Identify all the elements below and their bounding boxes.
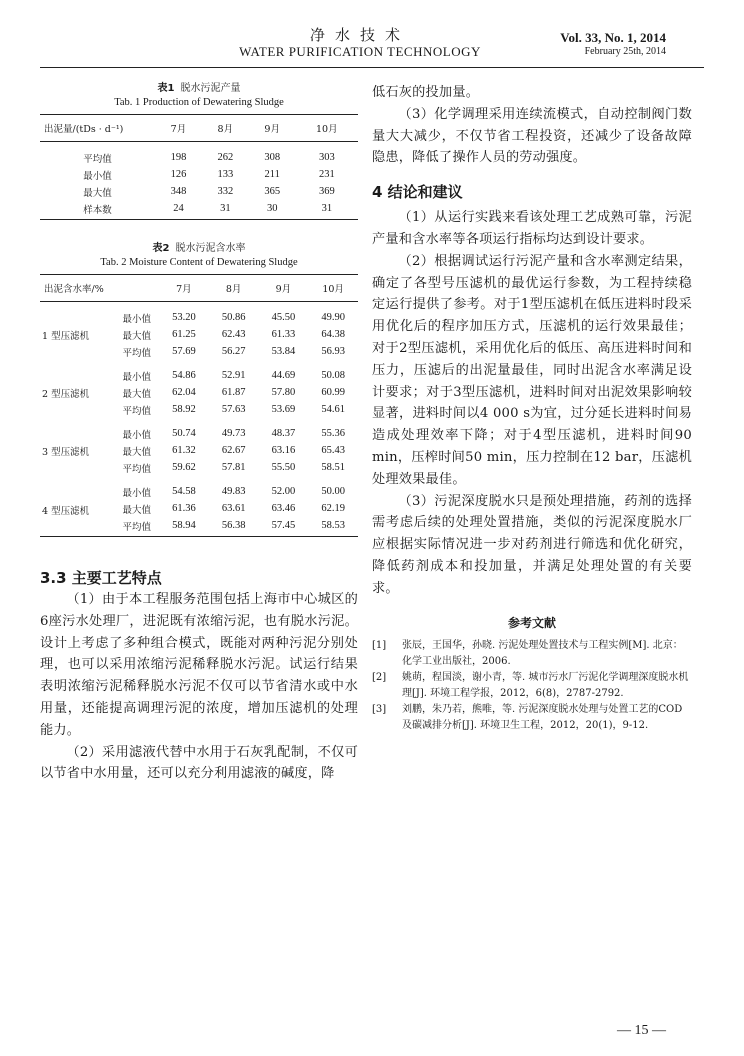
table2-cell: 62.19 xyxy=(321,503,345,514)
table2-row-label: 平均值 xyxy=(122,463,151,475)
table1-cell: 24 xyxy=(155,200,202,220)
table2-cell: 57.80 xyxy=(271,387,296,398)
table1-cell: 332 xyxy=(217,186,234,197)
section-heading-4: 4 结论和建议 xyxy=(372,183,463,202)
table2-cell: 55.50 xyxy=(271,462,296,473)
table2-col-header: 10月 xyxy=(308,275,358,302)
table1-col-header: 9月 xyxy=(249,115,296,142)
table2-row-label: 最小值 xyxy=(122,313,151,325)
table-row xyxy=(40,183,358,200)
table2-cell: 54.61 xyxy=(321,404,345,415)
reference-item xyxy=(372,702,692,734)
paragraph: （1）由于本工程服务范围包括上海市中心城区的6座污水处理厂，进泥既有浓缩污泥，也有脱水污泥。设计上考虑了多种组合模式，既能对两种污泥分别处理，也可以采用浓缩污泥稀释脱水污泥。试运行结果表明浓缩污泥稀释脱水污泥不仅可以节省清水或中水用量，还能提高调理污泥的浓度，增加压滤机的处理能力。 xyxy=(40,592,358,738)
publication-date: February 25th, 2014 xyxy=(584,46,666,57)
table2-cell: 52.91 xyxy=(221,370,246,381)
table2-row-label: 最大值 xyxy=(122,446,151,458)
right-column xyxy=(372,82,692,734)
volume-issue: Vol. 33, No. 1, 2014 xyxy=(560,30,666,45)
table1-cell: 308 xyxy=(264,152,281,163)
table1-cell: 231 xyxy=(318,169,335,180)
table1-row-label: 平均值 xyxy=(83,153,112,165)
reference-number: [1] xyxy=(372,639,387,651)
table2-cell: 50.86 xyxy=(221,312,246,323)
table2-cell: 56.27 xyxy=(221,346,246,357)
reference-item xyxy=(372,638,692,670)
table2-caption-cn xyxy=(40,242,358,256)
table2-group-label: 3 型压滤机 xyxy=(42,446,90,458)
table2-cell: 52.00 xyxy=(271,486,296,497)
table1 xyxy=(40,114,358,220)
table1-title-cn: 脱水污泥产量 xyxy=(180,83,241,94)
table1-cell: 31 xyxy=(296,200,358,220)
table2-row-label: 最小值 xyxy=(122,429,151,441)
table2-cell: 53.69 xyxy=(271,404,296,415)
table1-cell: 126 xyxy=(170,169,187,180)
table2-cell: 56.38 xyxy=(209,517,259,537)
table2-cell: 62.67 xyxy=(221,445,246,456)
table1-cell: 133 xyxy=(217,169,234,180)
paragraph: （2）采用滤液代替中水用于石灰乳配制，不仅可以节省中水用量，还可以充分利用滤液的碱度，降 xyxy=(40,744,358,782)
table1-caption-cn xyxy=(40,82,358,96)
table2-cell: 53.84 xyxy=(271,346,296,357)
table2 xyxy=(40,274,358,537)
paragraph: （1）从运行实践来看该处理工艺成熟可靠，污泥产量和含水率等各项运行指标均达到设计要求。 xyxy=(372,210,692,247)
table2-cell: 54.86 xyxy=(172,370,196,381)
table1-col-header: 7月 xyxy=(155,115,202,142)
table2-row-label: 平均值 xyxy=(122,347,151,359)
table1-cell: 211 xyxy=(264,169,280,180)
table1-row-label: 最小值 xyxy=(83,170,112,182)
table2-cell: 59.62 xyxy=(172,462,196,473)
references-heading: 参考文献 xyxy=(507,615,556,630)
table2-row-label: 平均值 xyxy=(122,405,151,417)
table2-cell: 49.83 xyxy=(221,486,246,497)
table2-cell: 61.87 xyxy=(221,387,246,398)
paragraph-continued: 低石灰的投加量。 xyxy=(372,85,480,100)
table2-cell: 44.69 xyxy=(271,370,296,381)
table1-cell: 262 xyxy=(217,152,234,163)
table2-cell: 57.45 xyxy=(259,517,309,537)
reference-number: [3] xyxy=(372,703,387,715)
issue-info xyxy=(560,30,666,59)
table2-header-row xyxy=(40,275,358,302)
table2-cell: 56.93 xyxy=(321,346,345,357)
table2-cell: 63.61 xyxy=(221,503,246,514)
table2-group-label: 1 型压滤机 xyxy=(42,330,90,342)
table2-cell: 50.00 xyxy=(321,486,345,497)
table2-number: 表2 xyxy=(152,243,170,254)
table1-cell: 303 xyxy=(318,152,335,163)
paragraph: （3）污泥深度脱水只是预处理措施，药剂的选择需考虑后续的处理处置措施，类似的污泥深度脱水厂应根据实际情况进一步对药剂进行筛选和优化研究，降低药剂成本和投加量，并满足处理处置的有关要求。 xyxy=(372,493,692,596)
table1-cell: 198 xyxy=(170,152,187,163)
table2-cell: 65.43 xyxy=(321,445,345,456)
table2-col-header xyxy=(107,275,159,302)
table2-cell: 55.36 xyxy=(321,428,345,439)
table2-group-label: 2 型压滤机 xyxy=(42,388,90,400)
reference-item xyxy=(372,670,692,702)
page-number: — 15 — xyxy=(617,1023,666,1038)
table2-caption-en: Tab. 2 Moisture Content of Dewatering Sludge xyxy=(100,257,298,268)
table1-cell: 348 xyxy=(170,186,187,197)
paragraph: （3）化学调理采用连续流模式，自动控制阀门数量大大减少，不仅节省工程投资，还减少了设备故障隐患，降低了操作人员的劳动强度。 xyxy=(372,106,692,166)
table1-cell: 31 xyxy=(202,200,249,220)
table1-row-label: 最大值 xyxy=(83,187,112,199)
table2-cell: 48.37 xyxy=(271,428,296,439)
table2-cell: 54.58 xyxy=(172,486,196,497)
table2-cell: 58.51 xyxy=(321,462,345,473)
table2-cell: 49.73 xyxy=(221,428,246,439)
table2-cell: 58.92 xyxy=(172,404,196,415)
table2-group-label: 4 型压滤机 xyxy=(40,476,107,537)
table2-cell: 61.36 xyxy=(172,503,196,514)
table1-header-row xyxy=(40,115,358,142)
journal-title-cn: 净水技术 xyxy=(309,26,410,44)
left-column xyxy=(40,82,358,785)
table2-row-label: 最大值 xyxy=(122,388,151,400)
table2-cell: 62.43 xyxy=(221,329,246,340)
table2-row-label: 最小值 xyxy=(122,487,151,499)
table2-col-header: 9月 xyxy=(259,275,309,302)
table2-cell: 62.04 xyxy=(172,387,196,398)
table2-col-header: 出泥含水率/% xyxy=(40,275,107,302)
table2-cell: 50.08 xyxy=(321,370,345,381)
table2-cell: 58.94 xyxy=(159,517,209,537)
running-header xyxy=(230,26,490,60)
table2-cell: 57.69 xyxy=(172,346,196,357)
table2-cell: 57.81 xyxy=(221,462,246,473)
table-row xyxy=(40,302,358,327)
header-rule xyxy=(40,67,704,68)
table2-cell: 63.16 xyxy=(271,445,296,456)
table1-cell: 369 xyxy=(318,186,335,197)
table2-cell: 61.33 xyxy=(271,329,296,340)
table-row xyxy=(40,142,358,167)
table1-cell: 365 xyxy=(264,186,281,197)
paragraph: （2）根据调试运行污泥产量和含水率测定结果，确定了各型号压滤机的最优运行参数，为工程持续稳定运行提供了参考。对于1型压滤机在低压进料时段采用优化后的程序加压方式，压滤机的运行效果最佳；对于2型压滤机，采用优化后的低压、高压进料时间和压力，压滤后的出泥量最佳，同时出泥含水率满足设计要求；对于3型压滤机，进料时间对出泥效果影响较显著，进料时间以4 000 s为宜，过分延长进料时间易造成处理效率下降；对于4型压滤机，进料时间90 min，压榨时间50 min，压力控制在12 bar，压滤机处理效果最佳。 xyxy=(372,253,692,487)
section-heading-3-3: 3.3 主要工艺特点 xyxy=(40,569,162,587)
table2-row-label: 最大值 xyxy=(122,330,151,342)
table2-cell: 45.50 xyxy=(271,312,296,323)
table2-col-header: 8月 xyxy=(209,275,259,302)
table1-col-header: 出泥量/(tDs · d⁻¹) xyxy=(40,115,155,142)
table1-cell: 30 xyxy=(249,200,296,220)
table2-col-header: 7月 xyxy=(159,275,209,302)
reference-number: [2] xyxy=(372,671,387,683)
table2-cell: 57.63 xyxy=(221,404,246,415)
table2-cell: 64.38 xyxy=(321,329,345,340)
table2-cell: 61.25 xyxy=(172,329,196,340)
table2-row-label: 最大值 xyxy=(122,504,151,516)
table2-row-label: 平均值 xyxy=(107,517,159,537)
table-row xyxy=(40,476,358,500)
table-row xyxy=(40,200,358,220)
table-row xyxy=(40,360,358,384)
table2-cell: 50.74 xyxy=(172,428,196,439)
reference-text: 姚萌，程国淡，谢小青，等. 城市污水厂污泥化学调理深度脱水机理[J]. 环境工程学报，2012，6(8)，2787-2792. xyxy=(402,671,689,699)
table-row xyxy=(40,418,358,442)
table2-row-label: 最小值 xyxy=(122,371,151,383)
table2-cell: 63.46 xyxy=(271,503,296,514)
table1-col-header: 8月 xyxy=(202,115,249,142)
journal-title-en: WATER PURIFICATION TECHNOLOGY xyxy=(239,44,481,59)
table1-caption-en: Tab. 1 Production of Dewatering Sludge xyxy=(114,97,284,108)
table2-cell: 61.32 xyxy=(172,445,196,456)
table1-number: 表1 xyxy=(157,83,175,94)
reference-text: 张辰，王国华，孙晓. 污泥处理处置技术与工程实例[M]. 北京：化学工业出版社，2006. xyxy=(402,639,683,667)
table1-col-header: 10月 xyxy=(296,115,358,142)
table1-row-label: 样本数 xyxy=(40,200,155,220)
reference-text: 刘鹏，朱乃若，熊唯，等. 污泥深度脱水处理与处置工艺的COD及碳减排分析[J]. 环境卫生工程，2012，20(1)，9-12. xyxy=(402,703,683,731)
table2-cell: 53.20 xyxy=(172,312,196,323)
table2-cell: 49.90 xyxy=(321,312,345,323)
table2-title-cn: 脱水污泥含水率 xyxy=(175,243,246,254)
table2-cell: 60.99 xyxy=(321,387,345,398)
table2-cell: 58.53 xyxy=(308,517,358,537)
table-row xyxy=(40,166,358,183)
